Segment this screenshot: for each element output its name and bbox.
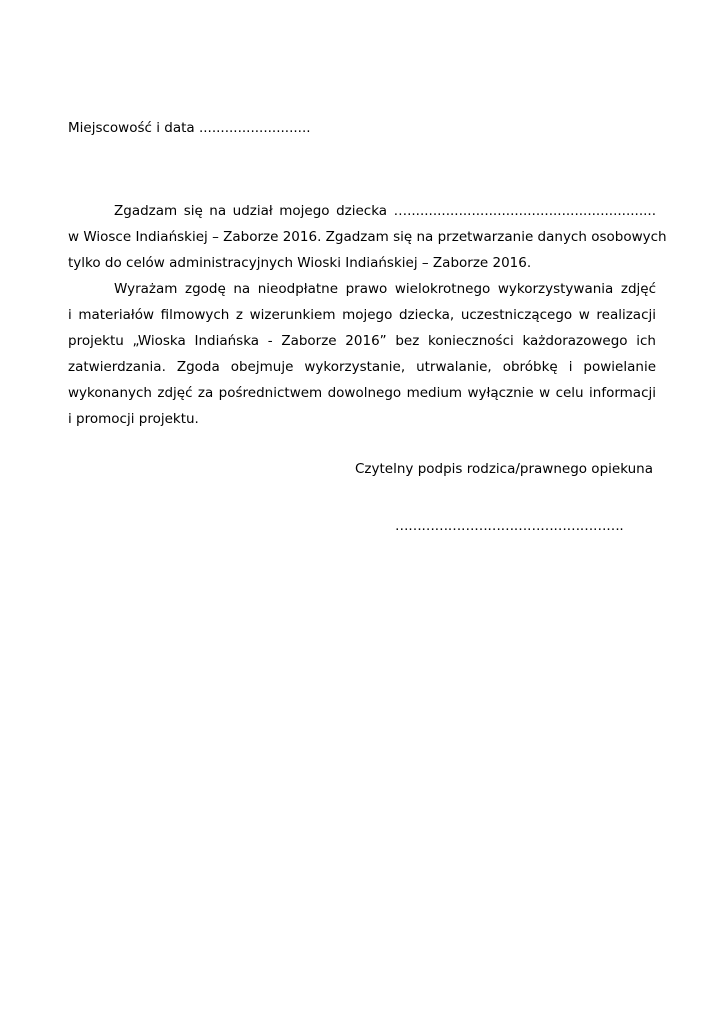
paragraph-2-line-4: zatwierdzania. Zgoda obejmuje wykorzystanie, utrwalanie, obróbkę i powielanie	[68, 359, 656, 375]
place-and-date-field: Miejscowość i data ..........................	[68, 120, 311, 136]
paragraph-2-line-5: wykonanych zdjęć za pośrednictwem dowolnego medium wyłącznie w celu informacji	[68, 385, 656, 401]
consent-body	[68, 198, 667, 432]
signature-label: Czytelny podpis rodzica/prawnego opiekuna	[355, 461, 653, 477]
paragraph-2-line-3: projektu „Wioska Indiańska - Zaborze 2016” bez konieczności każdorazowego ich	[68, 333, 656, 349]
paragraph-1-line-2: w Wiosce Indiańskiej – Zaborze 2016. Zgadzam się na przetwarzanie danych osobowych	[68, 229, 667, 245]
paragraph-1-line-3: tylko do celów administracyjnych Wioski Indiańskiej – Zaborze 2016.	[68, 255, 532, 271]
paragraph-2-line-1: Wyrażam zgodę na nieodpłatne prawo wielokrotnego wykorzystywania zdjęć	[114, 281, 656, 297]
paragraph-2-line-2: i materiałów filmowych z wizerunkiem mojego dziecka, uczestniczącego w realizacji	[68, 307, 656, 323]
paragraph-1-line-1: Zgadzam się na udział mojego dziecka …..........................................................	[114, 203, 656, 219]
paragraph-2-line-6: i promocji projektu.	[68, 411, 199, 427]
signature-line: …………………………………………….	[395, 518, 624, 534]
